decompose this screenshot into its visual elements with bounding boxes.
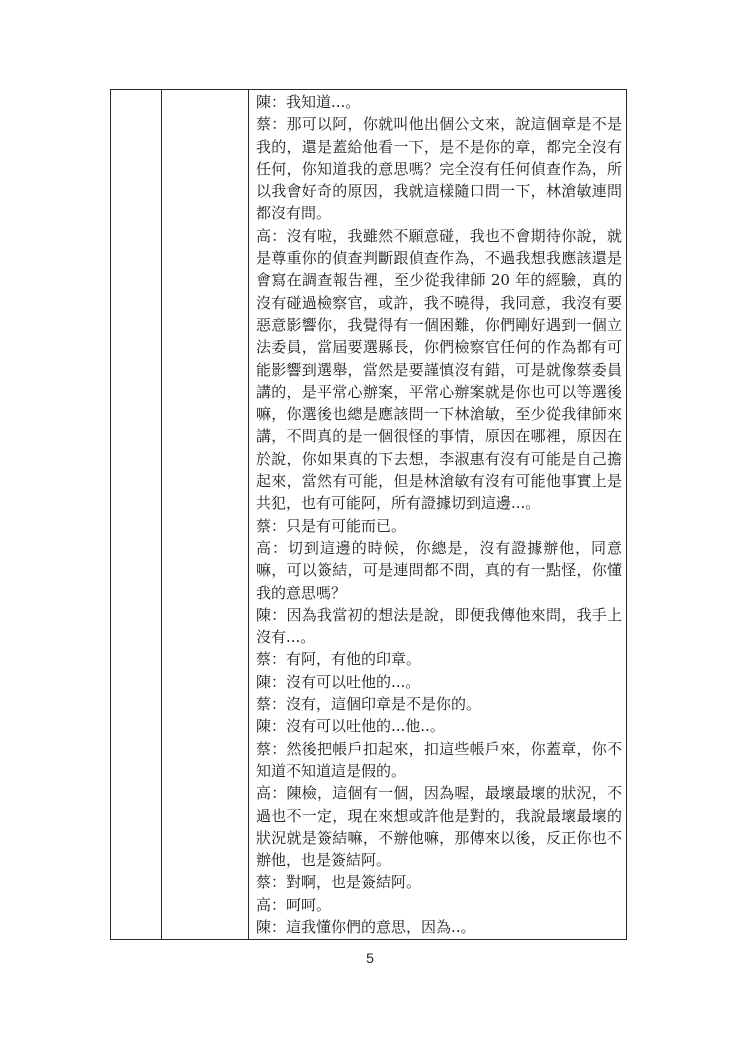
dialogue-turn: 高：陳檢，這個有一個，因為喔，最壞最壞的狀況，不過也不一定，現在來想或許他是對的，我說最壞最壞的狀況就是簽結嘛，不辦他嘛，那傳來以後，反正你也不辦他，也是簽結阿。 <box>256 784 622 870</box>
dialogue-turn: 陳：我知道...。 <box>256 93 361 111</box>
dialogue-turn: 蔡：那可以阿，你就叫他出個公文來，說這個章是不是我的，還是蓋給他看一下，是不是你的章，都完全沒有任何，你知道我的意思嗎？完全沒有任何偵查作為，所以我會好奇的原因，我就這樣隨口問一下，林滄敏連問都沒有問。 <box>256 115 622 223</box>
dialogue-turn: 陳：沒有可以吐他的...。 <box>256 672 421 691</box>
dialogue-turn: 高：切到這邊的時候，你總是，沒有證據辦他，同意嘛，可以簽結，可是連問都不問，真的有一點怪，你懂我的意思嗎？ <box>256 538 622 602</box>
dialogue-turn: 蔡：只是有可能而已。 <box>256 516 407 535</box>
dialogue-turn: 蔡：沒有，這個印章是不是你的。 <box>256 695 482 714</box>
table-cell-dialogue <box>249 90 626 939</box>
dialogue-turn: 蔡：有阿，有他的印章。 <box>256 650 422 669</box>
dialogue-turn: 陳：因為我當初的想法是說，即便我傳他來問，我手上沒有...。 <box>256 605 622 647</box>
table-cell-empty-2 <box>162 90 249 939</box>
dialogue-turn: 高：呵呵。 <box>256 895 332 914</box>
dialogue-turn: 陳：這我懂你們的意思，因為..。 <box>256 917 476 936</box>
table-cell-empty-1 <box>111 90 162 939</box>
dialogue-turn: 陳：沒有可以吐他的...他..。 <box>256 717 445 736</box>
dialogue-turn: 高：沒有啦，我雖然不願意碰，我也不會期待你說，就是尊重你的偵查判斷跟偵查作為，不過我想我應該還是會寫在調查報告裡，至少從我律師 20 年的經驗，真的沒有碰過檢察官，或許，我不曉得，我同意，我沒有要惡意影響你，我覺得有一個困難，你們剛好遇到一個立法委員，當屆要選縣長，你們檢察官任何的作為都有可能影響到選舉，當然是要謹慎沒有錯，可是就像蔡委員講的，是平常心辦案，平常心辦案就是你也可以等選後嘛，你選後也總是應該問一下林滄敏，至少從我律師來講，不問真的是一個很怪的事情，原因在哪裡，原因在於說，你如果真的下去想，李淑惠有沒有可能是自己擔起來，當然有可能，但是林滄敏有沒有可能他事實上是共犯，也有可能阿，所有證據切到這邊...。 <box>256 226 622 513</box>
page-number: 5 <box>366 950 374 966</box>
dialogue-turn: 蔡：對啊，也是簽結阿。 <box>256 873 422 892</box>
transcript-table <box>110 89 627 940</box>
dialogue-turn: 蔡：然後把帳戶扣起來，扣這些帳戶來，你蓋章，你不知道不知道這是假的。 <box>256 739 622 780</box>
